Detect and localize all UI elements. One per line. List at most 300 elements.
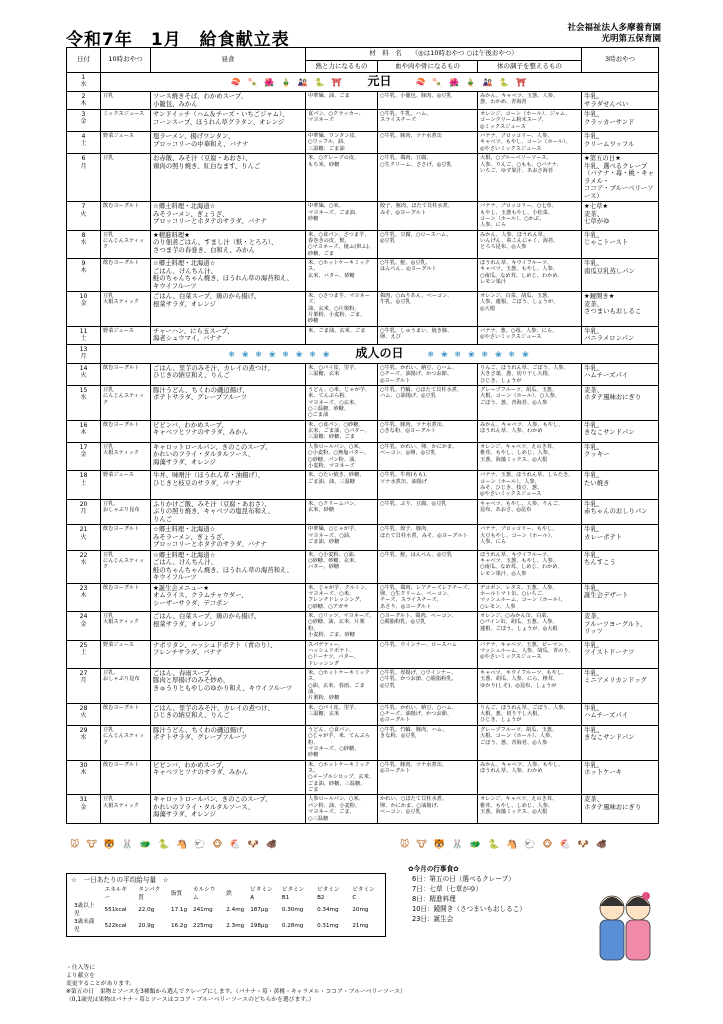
date-cell (67, 292, 101, 327)
yellow-food-cell: ○牛乳、竹輪、豚肉、ハム、 きな粉、◎豆乳 (378, 725, 478, 760)
date-day: 1 (81, 74, 86, 81)
menu-row (67, 703, 659, 725)
lunch-cell: ごはん、里芋のみそ汁、カレイの煮つけ、 ひじきの納豆和え、りんご (151, 363, 306, 385)
footer-decoration-right: 🐭 🐮 🐯 🐰 🐲 🐍 🐴 🐑 🐵 🐔 🐶 🐗 (400, 840, 609, 850)
s3-cell: 牛乳、 ハムチーズパイ (582, 703, 659, 725)
lunch-cell: ☆郷土料理・北海道☆ みそラーメン、ぎょうざ、 ブロッコリーとホタテのサラダ、バナナ (151, 525, 306, 551)
date-cell (67, 344, 101, 363)
red-food-cell: 米、○リッツ、マヨネーズ、 ○砂糖、油、玄米、片栗粉、 小麦粉、ごま、砂糖 (306, 612, 378, 640)
green-food-cell: みかん、キャベツ、人参、もやし、 ほうれん草、人参、わかめ (478, 420, 582, 442)
green-food-cell: バナナ、ブロッコリー、○七草、 もやし、玉葱もやし、小松菜、 コーン（ホール）、○かぶ、 人参、にら (478, 202, 582, 230)
yellow-food-cell: ○ヨーグルト、鶏肉、ベーコン、 ○脱脂粉乳、◎豆乳 (378, 612, 478, 640)
header-materials: 材 料 名 （◎は10時おやつ ○は午後おやつ） (306, 48, 582, 61)
red-food-cell: スパゲティー、 ハッシュドポテト、 ○ドーナツ、バター、 ドレッシング (306, 640, 378, 668)
yellow-food-cell: ○牛乳、豆腐、○ロースハム、 ◎豆乳 (378, 230, 478, 258)
s3-cell: 牛乳、 きなこサンドパン (582, 420, 659, 442)
snack10-cell: 豆乳、 おしゃぶり昆布 (101, 668, 151, 703)
lunch-cell: お赤飯、みそ汁（豆腐・あおさ）、 鶏肉の照り焼き、紅白なます、りんご (151, 154, 306, 202)
red-food-cell: 人参ロールパン、○米、 ○小麦粉、○無塩バター、 ○砂糖、パン粉、油、 小麦粉、マヨネーズ (306, 442, 378, 470)
menu-row (67, 640, 659, 668)
red-food-cell: 食パン、○クラッカー、 マヨネーズ (306, 110, 378, 132)
date-day: 29 (79, 726, 88, 734)
s3-cell: 牛乳、 きなこサンドパン (582, 725, 659, 760)
nutrition-value: 198μg (250, 923, 268, 929)
header-snack3: 3時おやつ (582, 48, 659, 73)
date-weekday: 月 (80, 508, 87, 516)
snack10-cell: 野菜ジュース (101, 326, 151, 344)
snack10-cell: 飲むヨーグルト (101, 259, 151, 292)
nutrition-value: 20.9g (138, 923, 155, 929)
red-food-cell: 米、○ホットケーキミックス、 ○メープルシロップ、玄米、 ごま油、砂糖、三温糖、 ごま (306, 760, 378, 795)
date-cell (67, 385, 101, 420)
date-cell (67, 612, 101, 640)
s3-cell: ★鏡開き★ 麦茶、 さつまいもおしるこ (582, 292, 659, 327)
nutrition-value: 522kcal (104, 923, 127, 929)
org-line-1: 社会福祉法人多摩養育園 (567, 23, 661, 33)
header-snack10: 10時おやつ (101, 48, 151, 73)
lunch-cell: ソース焼きそば、わかめスープ、 小籠包、みかん (151, 92, 306, 110)
yellow-food-cell: ○牛乳、豚肉、ツナ水煮缶 (378, 132, 478, 154)
s3-cell: 麦茶、 ホタテ風味おにぎり (582, 795, 659, 823)
snack10-cell: 豆乳 にんじんスティック (101, 550, 151, 583)
snack10-cell: 飲むヨーグルト (101, 760, 151, 795)
lunch-cell: ビビンバ、わかめスープ、 キャベツとツナのサラダ、みかん (151, 760, 306, 795)
snack10-cell: 豆乳 大根スティック (101, 612, 151, 640)
snack10-cell: 豆乳 (101, 92, 151, 110)
lunch-cell: チャーハン、にら玉スープ、 海老シュウマイ、バナナ (151, 326, 306, 344)
lunch-cell: ごはん、白菜スープ、鶏のから揚げ、 根菜サラダ、オレンジ (151, 612, 306, 640)
date-cell (67, 202, 101, 230)
date-day: 27 (79, 669, 88, 677)
header-lunch: 昼食 (151, 48, 306, 73)
red-food-cell: 米、○たい焼き、砂糖、 ごま油、油、三温糖 (306, 471, 378, 499)
date-cell (67, 154, 101, 202)
event-item: 7日：七草（七草がゆ） (412, 885, 483, 893)
date-day: 14 (79, 364, 88, 372)
red-food-cell: 中華麺、ワンタン皮、 ○ワッフル、油、 三温糖、ごま油 (306, 132, 378, 154)
snack10-cell: 豆乳 にんじんスティック (101, 385, 151, 420)
snack10-cell: 野菜ジュース (101, 132, 151, 154)
red-food-cell: 米、○ホットケーキミックス、 玄米、バター、砂糖 (306, 259, 378, 292)
date-cell (67, 668, 101, 703)
date-day: 2 (81, 93, 86, 100)
s3-cell: 牛乳、 バニラメロンパン (582, 326, 659, 344)
date-cell (67, 420, 101, 442)
snack10-cell: ミックスジュース (101, 110, 151, 132)
lunch-cell: サンドイッチ（ハム＆チーズ・いちごジャム）、 コーンスープ、ほうれん草グラタン、オレンジ (151, 110, 306, 132)
green-food-cell: デコポン、レタス、玉葱、人参、 ホールトマト缶、○いちご、 マッシュルーム、コーン（ホール）、 ○レモン、人参 (478, 583, 582, 611)
s3-cell: 牛乳、 赤ちゃんのおしりパン (582, 499, 659, 525)
holiday-decoration-right: ❄ ❀ ❄ ❀ ❄ ❀ ❄ ❀ (427, 349, 531, 359)
header-date: 日付 (67, 48, 101, 73)
date-cell (67, 326, 101, 344)
page-title: 令和7年 1月 給食献立表 (66, 30, 290, 50)
date-cell (67, 550, 101, 583)
lunch-cell: ☆郷土料理・北海道☆ ごはん、けんちん汁、 鮭のちゃんちゃん焼き、ほうれん草の海苔和え、 キウイフルーツ (151, 259, 306, 292)
s3-cell: 牛乳、 クッキー (582, 442, 659, 470)
date-day: 15 (79, 386, 88, 394)
nutrition-value: 17.1g (171, 907, 188, 913)
date-weekday: 月 (80, 162, 87, 170)
date-weekday: 木 (80, 429, 87, 437)
events-box (408, 864, 568, 924)
date-day: 20 (79, 500, 88, 508)
date-weekday: 水 (80, 559, 87, 567)
holiday-name: 成人の日 (355, 345, 404, 360)
yellow-food-cell: ○牛乳、鮭、はんぺん、◎豆乳 (378, 550, 478, 583)
menu-row (67, 583, 659, 611)
nutrition-value: 22.0g (138, 907, 155, 913)
menu-row (67, 725, 659, 760)
lunch-cell: キャロットロールパン、きのこのスープ、 かれいのフライ・タルタルソース、 海藻サラダ、オレンジ (151, 795, 306, 823)
menu-row (67, 385, 659, 420)
menu-table (66, 47, 659, 824)
green-food-cell: オレンジ、○みかん缶、白菜、 ○パイン缶、胡瓜、玉葱、人参、 蓮根、ごぼう、しょうが、◎大根 (478, 612, 582, 640)
yellow-food-cell: ○牛乳、鶏肉、レアチーズレアチーズ、 卵、○生クリーム、ベーコン、 チーズ、スライスチーズ、 あさり、◎ヨーグルト (378, 583, 478, 611)
nutrition-value: 241mg (193, 907, 213, 913)
yellow-food-cell: ○牛乳、ぶり、豆腐、◎豆乳 (378, 499, 478, 525)
menu-row (67, 760, 659, 795)
green-food-cell: グレープフルーツ、胡瓜、玉葱、 大根、コーン（ホール）、○人参、 ごぼう、葱、青海苔、◎人参 (478, 385, 582, 420)
s3-cell: 麦茶、 フルーツヨーグルト、 リッツ (582, 612, 659, 640)
nutrition-value: 0.30mg (281, 907, 304, 913)
holiday-cell (101, 73, 659, 92)
date-cell (67, 583, 101, 611)
menu-row (67, 550, 659, 583)
date-weekday: 水 (80, 734, 87, 742)
date-weekday: 土 (80, 479, 87, 487)
header-green: 体の調子を整えるもの (478, 61, 582, 73)
menu-row (67, 795, 659, 823)
events-title: ✿今月の行事食✿ (408, 865, 459, 873)
s3-cell: 牛乳、 クラッカーサンド (582, 110, 659, 132)
nutrition-col-header (71, 886, 102, 902)
date-weekday: 水 (80, 81, 87, 89)
s3-cell: 牛乳、 ハムチーズパイ (582, 363, 659, 385)
nutrition-col-header: ビタミンB2 (317, 887, 340, 901)
date-weekday: 水 (80, 394, 87, 402)
snack10-cell: 豆乳 にんじんスティック (101, 725, 151, 760)
s3-cell: 牛乳、 ミニアメリカンドッグ (582, 668, 659, 703)
menu-row (67, 499, 659, 525)
red-food-cell: 米、○パイ皮、里芋、 三温糖、玄米 (306, 703, 378, 725)
nutrition-col-header: カルシウム (193, 887, 216, 901)
date-day: 9 (81, 260, 86, 268)
s3-cell: 牛乳、 じゃこトースト (582, 230, 659, 258)
green-food-cell: オレンジ、キャベツ、えのき茸、 椎茸、もやし、しめじ、人参、 玉葱、海藻ミックス、◎大根 (478, 795, 582, 823)
lunch-cell: キャロットロールパン、きのこのスープ、 かれいのフライ・タルタルソース、 海藻サラダ、オレンジ (151, 442, 306, 470)
lunch-cell: ☆郷土料理・北海道☆ みそラーメン、ぎょうざ、 ブロッコリーとホタテのサラダ、バナナ (151, 202, 306, 230)
snack10-cell: 豆乳 (101, 154, 151, 202)
date-weekday: 木 (80, 100, 87, 108)
yellow-food-cell: ○牛乳、かれい、卵、かにかま、 ベーコン、◎卵、◎豆乳 (378, 442, 478, 470)
s3-cell: 牛乳、 サラダせんべい (582, 92, 659, 110)
menu-row (67, 326, 659, 344)
red-food-cell: 米、○食パン、さつま芋、 春巻きの皮、麩、 ○マヨネーズ、焼ふ(車ふ)、 砂糖、ごま (306, 230, 378, 258)
menu-row (67, 442, 659, 470)
menu-row (67, 202, 659, 230)
yellow-food-cell: ○牛乳、牛肉(もも)、 ツナ水煮缶、油揚げ (378, 471, 478, 499)
lunch-cell: 豚汁うどん、ちくわの磯辺揚げ、 ポテトサラダ、グレープフルーツ (151, 385, 306, 420)
date-day: 16 (79, 421, 88, 429)
holiday-decoration-left: 🍣 🍡 🌺 🎍 🎎 🐍 ⛩ (230, 77, 344, 87)
menu-row (67, 471, 659, 499)
date-weekday: 月 (80, 353, 87, 361)
lunch-cell: 牛丼、味噌汁（ほうれん草・油揚げ）、 ひじきと枝豆のサラダ、バナナ (151, 471, 306, 499)
nutrition-col-header: 脂質 (171, 891, 183, 897)
header-red: 熱と力になるもの (306, 61, 378, 73)
green-food-cell: バナナ、ブロッコリー、もやし、 大豆もやし、コーン（ホール）、 人参、にら (478, 525, 582, 551)
yellow-food-cell: ○牛乳、ウインナー、ロースハム (378, 640, 478, 668)
red-food-cell: うどん、○米、じゃが芋、 米、てんぷら粉、 マヨネーズ、○玄米、 ○三温糖、砂糖、 ○ごま油 (306, 385, 378, 420)
snack10-cell: 飲むヨーグルト (101, 363, 151, 385)
green-food-cell: オレンジ、キャベツ、えのき茸、 椎茸、もやし、しめじ、人参、 玉葱、海藻ミックス、◎大根 (478, 442, 582, 470)
date-day: 13 (79, 345, 88, 353)
date-weekday: 火 (80, 533, 87, 541)
date-cell (67, 363, 101, 385)
event-item: 8日：精進料理 (412, 895, 456, 903)
date-weekday: 金 (80, 451, 87, 459)
holiday-decoration-left: ❄ ❀ ❄ ❀ ❄ ❀ ❄ ❀ (228, 349, 332, 359)
red-food-cell: 米、ごま油、玄米、ごま (306, 326, 378, 344)
green-food-cell: オレンジ、白菜、胡瓜、玉葱、 人参、蓮根、ごぼう、しょうが、 ◎大根 (478, 292, 582, 327)
green-food-cell: キャベツ、キウイフルーツ、もやし、 玉葱、胡瓜、人参、にら、椎茸、 ゆかり(しそ)、◎昆布、しょうが (478, 668, 582, 703)
snack10-cell: 飲むヨーグルト (101, 420, 151, 442)
nutrition-value: 0.28mg (281, 923, 304, 929)
snack10-cell: 飲むヨーグルト (101, 583, 151, 611)
date-cell (67, 760, 101, 795)
yellow-food-cell: ○牛乳、牛乳、ハム、 スライスチーズ (378, 110, 478, 132)
menu-row (67, 363, 659, 385)
note-line: ※第五の日 果物とソースを3種類から選んでクレープにします。（バナナ・苺・黄桃・キャラメル・ココア・ブルーベリーソース） (66, 989, 406, 995)
menu-row (67, 259, 659, 292)
date-cell (67, 471, 101, 499)
date-day: 25 (79, 641, 88, 649)
note-line: ・仕入等に (66, 965, 95, 971)
date-day: 31 (79, 796, 88, 804)
menu-row (67, 668, 659, 703)
snack10-cell: 飲むヨーグルト (101, 525, 151, 551)
notes (66, 964, 656, 1004)
green-food-cell: りんご、ほうれん草、ごぼう、人参、 大きさ葉、葱、切り干し大根、 ひじき、しょうが (478, 363, 582, 385)
snack10-cell: 飲むヨーグルト (101, 703, 151, 725)
date-weekday: 木 (80, 592, 87, 600)
red-food-cell: うどん、○食パン、 ○じゃが芋、米、てんぷら粉、 マヨネーズ、○砂糖、 砂糖 (306, 725, 378, 760)
green-food-cell: バナナ、キャベツ、玉葱、ピーマン、 マッシュルーム、人参、胡瓜、青のり、 ◎やさいミックスジュース (478, 640, 582, 668)
nutrition-col-header: ビタミンA (250, 887, 273, 901)
nutrition-value: 0.34mg (317, 907, 339, 913)
green-food-cell: ほうれん草、キウイフルーツ、 キャベツ、玉葱、もやし、人参、 ○南瓜、なめ茸、しめじ、わかめ、 レモン果汁、◎人参 (478, 550, 582, 583)
menu-row (67, 292, 659, 327)
snack10-cell: 豆乳、 おしゃぶり昆布 (101, 499, 151, 525)
nutrition-col-header: ビタミンC (352, 887, 375, 901)
yellow-food-cell: ○牛乳、しゅうまい、焼き豚、 卵、えび (378, 326, 478, 344)
menu-row (67, 110, 659, 132)
snack10-cell: 野菜ジュース (101, 471, 151, 499)
date-day: 28 (79, 704, 88, 712)
nutrition-value: 0.31mg (317, 923, 339, 929)
s3-cell: ★第五の日★ 牛乳、選べるクレープ （バナナ・苺・桃・キャラメル・ ココア・ブルーベリーソース） (582, 154, 659, 202)
lunch-cell: ビビンバ、わかめスープ、 キャベツとツナのサラダ、みかん (151, 420, 306, 442)
s3-cell: ★七草★ 麦茶、 七草がゆ (582, 202, 659, 230)
lunch-cell: ★誕生会メニュー★ オムライス、クラムチャウダー、 シーザーサラダ、デコポン (151, 583, 306, 611)
date-cell (67, 703, 101, 725)
note-line: より献立を (66, 973, 95, 979)
nutrition-value: 2.3mg (226, 923, 245, 929)
nutrition-col-header: 鉄 (226, 891, 232, 897)
event-item: 10日：鏡開き（さつまいもおしるこ） (412, 905, 526, 913)
lunch-cell: ごはん、白菜スープ、鶏のから揚げ、 根菜サラダ、オレンジ (151, 292, 306, 327)
date-day: 8 (81, 231, 86, 239)
nutrition-value: 225mg (193, 923, 213, 929)
yellow-food-cell: ○牛乳、鶏肉、豆腐、 ○生クリーム、ささげ、◎豆乳 (378, 154, 478, 202)
s3-cell: 牛乳、 たい焼き (582, 471, 659, 499)
date-day: 11 (79, 327, 88, 335)
date-weekday: 金 (80, 300, 87, 308)
date-weekday: 水 (80, 239, 87, 246)
date-day: 18 (79, 472, 88, 480)
red-food-cell: 米、○食パン、○砂糖、 玄米、ごま油、○バター、 三温糖、砂糖、ごま (306, 420, 378, 442)
menu-row (67, 230, 659, 258)
date-day: 3 (81, 111, 86, 118)
menu-row (67, 612, 659, 640)
green-food-cell: ほうれん草、キウイフルーツ、 キャベツ、玉葱、もやし、人参、 ○南瓜、なめ茸、しめじ、わかめ、 レモン果汁 (478, 259, 582, 292)
lunch-cell: ★精進料理★ のり佃煮ごはん、すまし汁（麩・とろろ）、 さつま芋の春巻き、白和え、みかん (151, 230, 306, 258)
date-cell (67, 525, 101, 551)
yellow-food-cell: ○牛乳、厚揚げ、○ウインナー、 ○牛乳、かつお節、○脱脂粉乳、 ◎豆乳 (378, 668, 478, 703)
s3-cell: 牛乳、 誕生会デザート (582, 583, 659, 611)
s3-cell: 麦茶、 ホタテ風味おにぎり (582, 385, 659, 420)
lunch-cell: ふりかけご飯、みそ汁（豆腐・あおさ）、 ぶりの照り焼き、キャベツの塩昆布和え、 りんご (151, 499, 306, 525)
green-food-cell: バナナ、ブロッコリー、人参、 キャベツ、もやし、コーン（ホール）、 ◎やさいミックスジュース (478, 132, 582, 154)
date-day: 23 (79, 584, 88, 592)
yellow-food-cell: ○牛乳、豚肉、ツナ水煮缶、 ○きな粉、◎ヨーグルト (378, 420, 478, 442)
date-weekday: 土 (80, 140, 87, 148)
nutrition-value: 20mg (352, 907, 369, 913)
snack10-cell: 豆乳 大根スティック (101, 442, 151, 470)
snack10-cell: 豆乳 にんじんスティック (101, 230, 151, 258)
lunch-cell: 塩ラーメン、揚げワンタン、 ブロッコリーの中華和え、バナナ (151, 132, 306, 154)
red-food-cell: 米、じゃが芋、クルトン、 マヨネーズ、○米、 フレンチドレッシング、 ○砂糖、○アガサ (306, 583, 378, 611)
nutrition-col-header: ビタミンB1 (281, 887, 305, 901)
snack10-cell: 豆乳 大根スティック (101, 795, 151, 823)
lunch-cell: ☆郷土料理・北海道☆ ごはん、けんちん汁、 鮭のちゃんちゃん焼き、ほうれん草の海苔和え、 キウイフルーツ (151, 550, 306, 583)
nutrition-box (66, 873, 386, 937)
org-line-2: 光明第五保育園 (601, 34, 661, 44)
lunch-cell: 豚汁うどん、ちくわの磯辺揚げ、 ポテトサラダ、グレープフルーツ (151, 725, 306, 760)
red-food-cell: 米、○クリームパン、 玄米、砂糖 (306, 499, 378, 525)
date-cell (67, 640, 101, 668)
s3-cell: 牛乳、 南瓜豆乳蒸しパン (582, 259, 659, 292)
date-day: 30 (79, 761, 88, 769)
nutrition-table (71, 886, 381, 934)
date-cell (67, 795, 101, 823)
s3-cell: 牛乳、 クリームワッフル (582, 132, 659, 154)
yellow-food-cell: ○牛乳、かれい、納豆、○ハム、 ○チーズ、油揚げ、かつお節、 ◎ヨーグルト (378, 703, 478, 725)
note-line: （0,1歳児は果物はバナナ・苺とソースはココア・ブルーベリーソースのどちらかを選びます。） (66, 997, 315, 1003)
date-weekday: 金 (80, 118, 87, 126)
date-weekday: 金 (80, 803, 87, 811)
date-weekday: 土 (80, 335, 87, 343)
green-food-cell: キャベツ、もやし、人参、りんご、 昆布、あおさ、◎昆布 (478, 499, 582, 525)
kids-illustration-icon (590, 880, 660, 970)
date-cell (67, 132, 101, 154)
footer-decoration-left: 🐭 🐮 🐯 🐰 🐲 🐍 🐴 🐑 🐵 🐔 🐶 🐗 (70, 840, 279, 850)
date-weekday: 木 (80, 769, 87, 777)
nutrition-row-label: 3歳未満児 (74, 919, 95, 933)
date-weekday: 月 (80, 677, 87, 685)
header-yellow: 血や肉や骨になるもの (378, 61, 478, 73)
yellow-food-cell: ○牛乳、豚肉、ツナ水煮缶、 ◎ヨーグルト (378, 760, 478, 795)
nutrition-value: 551kcal (104, 907, 127, 913)
red-food-cell: 中華麺、油、ごま (306, 92, 378, 110)
red-food-cell: 米、○パイ皮、里芋、 三温糖、玄米 (306, 363, 378, 385)
lunch-cell: ごはん、春雨スープ、 豚肉と厚揚げのみそ炒め、 きゅうりともやしのゆかり和え、キウイフルーツ (151, 668, 306, 703)
date-day: 24 (79, 613, 88, 621)
s3-cell: 牛乳、 ホットケーキ (582, 760, 659, 795)
red-food-cell: 中華麺、○じゃが芋、 マヨネーズ、○油、 ごま油、砂糖 (306, 525, 378, 551)
date-weekday: 金 (80, 620, 87, 628)
red-food-cell: 人参ロールパン、○米、 パン粉、油、小麦粉、 マヨネーズ、ごま、 ○三温糖 (306, 795, 378, 823)
yellow-food-cell: ○牛乳、鮭、◎豆乳、 はんぺん、◎ヨーグルト (378, 259, 478, 292)
lunch-cell: ごはん、里芋のみそ汁、カレイの煮つけ、 ひじきの納豆和え、りんご (151, 703, 306, 725)
red-food-cell: 中華麺、○米、 マヨネーズ、ごま油、 砂糖 (306, 202, 378, 230)
yellow-food-cell: 餃子、豚肉、ほたて貝柱水煮、 みそ、◎ヨーグルト (378, 202, 478, 230)
menu-row (67, 154, 659, 202)
s3-cell: 牛乳、 ツイストドーナツ (582, 640, 659, 668)
nutrition-col-header: エネルギー (104, 887, 127, 901)
menu-row (67, 73, 659, 92)
date-day: 10 (79, 293, 88, 301)
date-day: 21 (79, 526, 88, 534)
red-food-cell: 米、○さつま芋、マヨネーズ、 油、玄米、○片栗粉、 片栗粉、小麦粉、ごま、 砂糖 (306, 292, 378, 327)
nutrition-value: 21mg (352, 923, 369, 929)
note-line: 変更することがあります。 (66, 981, 136, 987)
organization-name (567, 23, 661, 45)
date-day: 17 (79, 443, 88, 451)
green-food-cell: バナナ、玉葱、ほうれん草、しらたき、 コーン（ホール）、人参、 みそ、ひじき、枝豆、葱、 ◎やさいミックスジュース (478, 471, 582, 499)
green-food-cell: オレンジ、コーン（ホール）、ジャム、 コーンクリーム粉末スープ、 ◎ミックスジュース (478, 110, 582, 132)
yellow-food-cell: 鶏肉、○ねりあん、ベーコン、 牛乳、◎豆乳 (378, 292, 478, 327)
nutrition-value: 2.4mg (226, 907, 245, 913)
lunch-cell: ナポリタン、ハッシュドポテト（青のり）、 フレンチサラダ、バナナ (151, 640, 306, 668)
red-food-cell: 米、○小麦粉、○油、 ○砂糖、砂糖、玄米、 バター、砂糖 (306, 550, 378, 583)
nutrition-title: ☆ 一日あたりの平均給与量 ☆ (71, 876, 169, 884)
yellow-food-cell: ○牛乳、餃子、豚肉、 ほたて貝柱水煮、みそ、◎ヨーグルト (378, 525, 478, 551)
s3-cell: 牛乳、 ちんすこう (582, 550, 659, 583)
holiday-name: 元日 (367, 73, 392, 88)
red-food-cell: 米、○ホットケーキミックス、 ○油、玄米、春雨、ごま油、 片栗粉、砂糖 (306, 668, 378, 703)
date-day: 7 (81, 203, 86, 211)
green-food-cell: みかん、キャベツ、玉葱、人参、 葱、わかめ、青海苔 (478, 92, 582, 110)
nutrition-row-label: 3歳以上児 (74, 903, 95, 917)
date-cell (67, 725, 101, 760)
holiday-decoration-right: 🍣 🍡 🌺 🎍 🎎 🐍 ⛩ (415, 77, 529, 87)
green-food-cell: バナナ、葱、○苺、人参、にら、 ◎やさいミックスジュース (478, 326, 582, 344)
date-cell (67, 73, 101, 92)
green-food-cell: みかん、人参、ほうれん草、 いんげん、糸こんにゃく、海苔、 とろろ昆布、◎人参 (478, 230, 582, 258)
green-food-cell: グレープフルーツ、胡瓜、玉葱、 大根、コーン（ホール）、人参、 ごぼう、葱、青海苔、◎人参 (478, 725, 582, 760)
nutrition-value: 187μg (250, 907, 268, 913)
date-weekday: 土 (80, 648, 87, 656)
yellow-food-cell: かれい、○ほたて貝柱水煮、 卵、かにかま、○油揚げ、 ベーコン、◎豆乳 (378, 795, 478, 823)
date-weekday: 火 (80, 372, 87, 380)
green-food-cell: りんご、ほうれん草、ごぼう、人参、 大根、葱、切り干し大根、 ひじき、しょうが (478, 703, 582, 725)
date-cell (67, 442, 101, 470)
red-food-cell: 米、○クレープの皮、 もち米、砂糖 (306, 154, 378, 202)
green-food-cell: みかん、キャベツ、人参、もやし、 ほうれん草、人参、わかめ (478, 760, 582, 795)
event-item: 23日：誕生会 (412, 915, 454, 923)
